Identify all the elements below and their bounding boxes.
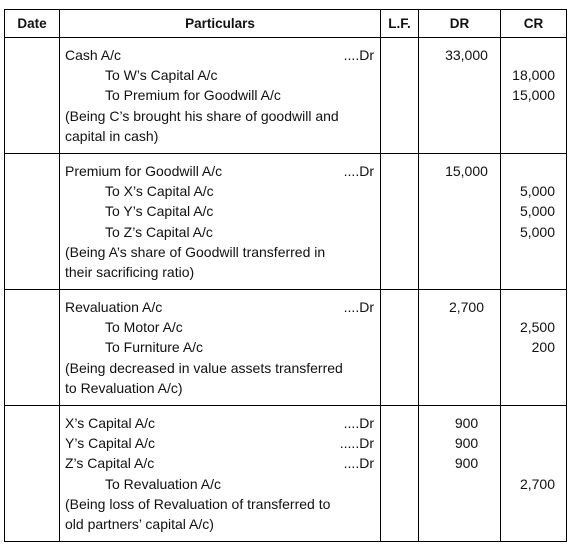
debit-amount: 900 bbox=[454, 415, 479, 431]
credit-lines bbox=[501, 290, 566, 365]
debit-account-line bbox=[60, 161, 380, 181]
particulars-cell bbox=[60, 406, 381, 542]
particulars-lines bbox=[60, 154, 380, 289]
debit-amount-cell bbox=[419, 290, 501, 406]
credit-account-line: To W’s Capital A/c bbox=[105, 67, 218, 84]
debit-lines bbox=[419, 38, 500, 113]
credit-account-line: To Furniture A/c bbox=[105, 339, 204, 356]
debit-account: Cash A/c bbox=[65, 47, 122, 63]
credit-amount: 5,000 bbox=[519, 223, 555, 240]
debit-account-line bbox=[60, 413, 380, 433]
dr-marker: .....Dr bbox=[339, 435, 374, 452]
credit-blank bbox=[501, 297, 566, 317]
credit-account-line: To Motor A/c bbox=[105, 319, 183, 336]
narration-line: (Being A’s share of Goodwill transferred in bbox=[65, 243, 326, 260]
debit-amount-cell bbox=[419, 38, 501, 154]
journal-table bbox=[4, 9, 567, 542]
header-row bbox=[5, 10, 567, 38]
journal-body bbox=[5, 38, 567, 542]
date-cell bbox=[5, 406, 60, 542]
credit-account-line: To Revaluation A/c bbox=[105, 475, 221, 492]
particulars-cell bbox=[60, 38, 381, 154]
particulars-lines bbox=[60, 290, 380, 405]
credit-blank bbox=[501, 433, 566, 453]
credit-lines bbox=[501, 38, 566, 113]
debit-account-line bbox=[60, 45, 380, 65]
credit-blank bbox=[501, 413, 566, 433]
debit-account-line bbox=[60, 433, 380, 453]
lf-cell bbox=[381, 38, 419, 154]
credit-blank bbox=[501, 453, 566, 473]
header-date: Date bbox=[5, 10, 60, 38]
debit-account: Revaluation A/c bbox=[65, 299, 163, 316]
lf-cell bbox=[381, 290, 419, 406]
credit-amount: 2,500 bbox=[519, 319, 555, 336]
header-cr: CR bbox=[501, 10, 567, 38]
debit-blank bbox=[419, 65, 500, 85]
debit-lines bbox=[419, 154, 500, 249]
credit-blank bbox=[501, 161, 566, 181]
dr-marker: ....Dr bbox=[343, 47, 374, 63]
debit-amount-cell bbox=[419, 153, 501, 289]
particulars-lines bbox=[60, 38, 380, 153]
credit-amount: 5,000 bbox=[519, 183, 555, 200]
debit-account: X’s Capital A/c bbox=[65, 415, 156, 431]
journal-entry-row bbox=[5, 290, 567, 406]
particulars-lines bbox=[60, 406, 380, 541]
dr-marker: ....Dr bbox=[343, 162, 374, 179]
debit-amount: 2,700 bbox=[448, 299, 485, 316]
debit-blank bbox=[419, 181, 500, 201]
credit-amount-cell bbox=[501, 406, 567, 542]
credit-account-line: To X’s Capital A/c bbox=[105, 183, 214, 200]
debit-blank bbox=[419, 85, 500, 105]
credit-lines bbox=[501, 154, 566, 249]
debit-blank bbox=[419, 337, 500, 357]
debit-account-line bbox=[60, 297, 380, 317]
date-cell bbox=[5, 153, 60, 289]
debit-blank bbox=[419, 201, 500, 221]
debit-amount-cell bbox=[419, 406, 501, 542]
credit-account-line: To Y’s Capital A/c bbox=[105, 203, 214, 220]
credit-account-line: To Premium for Goodwill A/c bbox=[105, 87, 281, 104]
credit-amount-cell bbox=[501, 38, 567, 154]
credit-blank bbox=[501, 45, 566, 65]
debit-account-line bbox=[60, 453, 380, 473]
debit-amount: 900 bbox=[454, 435, 479, 452]
narration-line: their sacrificing ratio) bbox=[65, 263, 195, 280]
dr-marker: ....Dr bbox=[343, 415, 374, 431]
header-particulars: Particulars bbox=[60, 10, 381, 38]
debit-amount: 33,000 bbox=[445, 47, 488, 63]
debit-lines bbox=[419, 290, 500, 365]
debit-blank bbox=[419, 222, 500, 242]
credit-amount: 2,700 bbox=[519, 475, 555, 492]
narration-line: (Being C’s brought his share of goodwill and bbox=[65, 107, 339, 124]
lf-cell bbox=[381, 406, 419, 542]
debit-amount: 900 bbox=[454, 455, 479, 472]
dr-marker: ....Dr bbox=[343, 299, 374, 316]
debit-account: Premium for Goodwill A/c bbox=[65, 162, 223, 179]
credit-amount-cell bbox=[501, 153, 567, 289]
narration-line: old partners’ capital A/c) bbox=[65, 515, 214, 532]
debit-amount: 15,000 bbox=[445, 162, 488, 179]
date-cell bbox=[5, 38, 60, 154]
narration-line: capital in cash) bbox=[65, 127, 159, 144]
debit-blank bbox=[419, 317, 500, 337]
credit-lines bbox=[501, 406, 566, 501]
debit-blank bbox=[419, 474, 500, 494]
debit-account: Y’s Capital A/c bbox=[65, 435, 156, 452]
journal-entry-row bbox=[5, 153, 567, 289]
credit-account-line: To Z’s Capital A/c bbox=[105, 223, 213, 240]
credit-amount: 15,000 bbox=[512, 87, 555, 104]
header-dr: DR bbox=[419, 10, 501, 38]
particulars-cell bbox=[60, 290, 381, 406]
header-lf: L.F. bbox=[381, 10, 419, 38]
date-cell bbox=[5, 290, 60, 406]
credit-amount: 200 bbox=[531, 339, 555, 356]
debit-lines bbox=[419, 406, 500, 501]
credit-amount: 18,000 bbox=[512, 67, 555, 84]
narration-line: to Revaluation A/c) bbox=[65, 379, 183, 396]
debit-account: Z’s Capital A/c bbox=[65, 455, 155, 472]
dr-marker: ....Dr bbox=[343, 455, 374, 472]
narration-line: (Being loss of Revaluation of transferred to bbox=[65, 495, 331, 512]
journal-entry-row bbox=[5, 38, 567, 154]
narration-line: (Being decreased in value assets transferred bbox=[65, 359, 343, 376]
journal-entry-row bbox=[5, 406, 567, 542]
credit-amount: 5,000 bbox=[519, 203, 555, 220]
lf-cell bbox=[381, 153, 419, 289]
particulars-cell bbox=[60, 153, 381, 289]
credit-amount-cell bbox=[501, 290, 567, 406]
